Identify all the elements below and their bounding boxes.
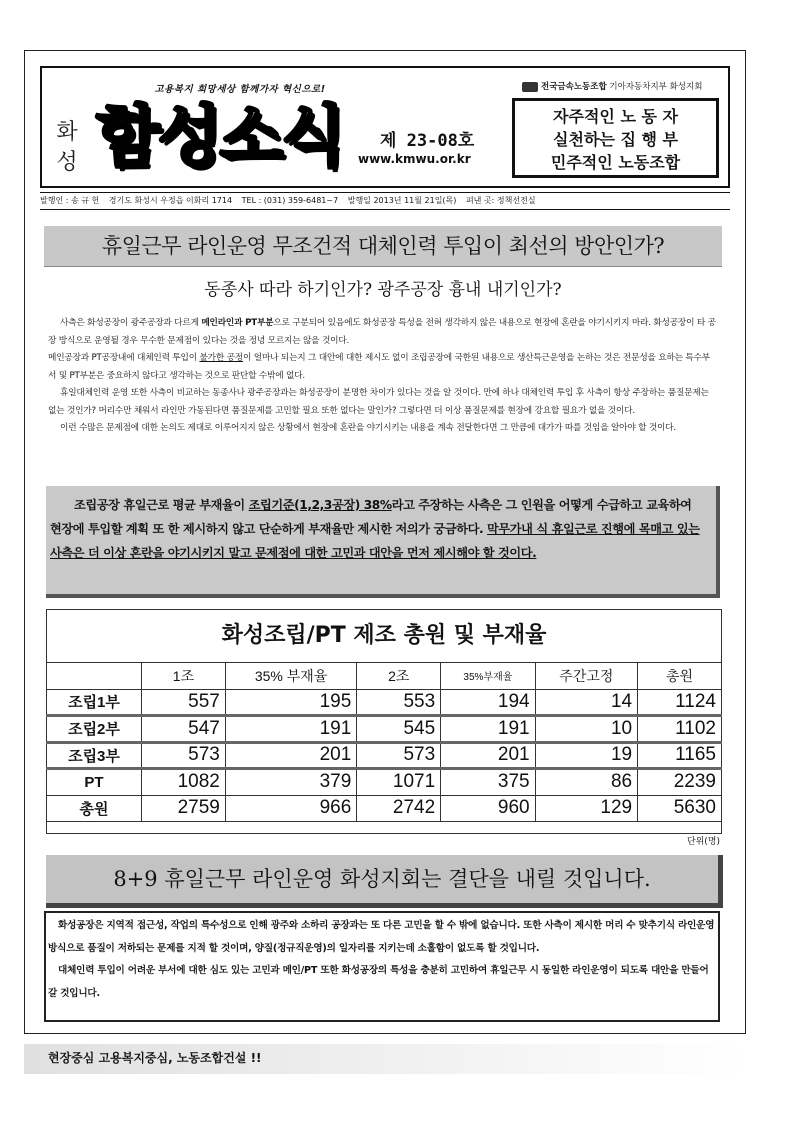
table-cell: 1071 [357, 769, 441, 796]
table-cell: 573 [357, 742, 441, 769]
telephone: TEL : (031) 359-6481~7 [241, 196, 339, 205]
masthead-side-label: 화성 [56, 120, 78, 175]
paragraph: 사측은 화성공장이 광주공장과 다르게 메인라인과 PT부분으로 구분되어 있음에도 화성공장 특성을 전혀 생각하지 않은 내용으로 현장에 혼란을 야기시키지 마라. 화성공장이 타 공장 방식으로 운영될 경우 무수한 문제점이 있다는 것을 정녕 모르지는 않을 것이다. [48, 318, 716, 346]
motto-line: 민주적인 노동조합 [550, 153, 681, 172]
column-header: 35% 부재율 [225, 663, 356, 690]
table-cell: 129 [535, 795, 637, 822]
table-cell: 191 [225, 716, 356, 743]
subheadline: 동종사 따라 하기인가? 광주공장 흉내 내기인가? [204, 280, 562, 300]
masthead-slogan: 고용복지 희망세상 함께가자 혁신으로! [154, 84, 326, 95]
table-cell: 201 [225, 742, 356, 769]
row-header: 조립2부 [47, 716, 142, 743]
publish-date: 발행일 2013년 11월 21일(목) [347, 196, 457, 205]
union-name-branch: 기아자동차지부 화성지회 [606, 82, 703, 92]
footer-slogan: 현장중심 고용복지중심, 노동조합건설 !! [48, 1051, 262, 1065]
table-cell: 191 [441, 716, 535, 743]
column-header: 35%부재율 [441, 663, 535, 690]
table-corner [47, 663, 142, 690]
row-header: PT [47, 769, 142, 796]
table-cell: 379 [225, 769, 356, 796]
table-cell: 1082 [142, 769, 226, 796]
column-header: 2조 [357, 663, 441, 690]
table-cell: 557 [142, 689, 226, 716]
table-cell: 375 [441, 769, 535, 796]
table-cell: 201 [441, 742, 535, 769]
table-row [47, 689, 722, 716]
union-name [522, 80, 722, 94]
emphasis: 불가한 공정 [199, 353, 243, 363]
table-unit-note: 단위(명) [686, 837, 720, 847]
column-header: 1조 [142, 663, 226, 690]
table-cell: 545 [357, 716, 441, 743]
staffing-table [46, 662, 722, 822]
table-cell: 5630 [638, 795, 722, 822]
table-cell: 10 [535, 716, 637, 743]
table-cell: 1165 [638, 742, 722, 769]
editor: 펴낸 곳: 정책선전실 [465, 196, 536, 205]
paragraph: 화성공장은 지역적 접근성, 작업의 특수성으로 인해 광주와 소하리 공장과는 또 다른 고민을 할 수 밖에 없습니다. 또한 사측이 제시한 머리 수 맞추기식 라인운영 방식으로 품질이 저하되는 문제를 지적 할 것이며, 양질(정규직운영)의 일자리를 지키는데 소홀함이 없도록 할 것입니다. [48, 920, 715, 954]
table-cell: 14 [535, 689, 637, 716]
column-header: 총원 [638, 663, 722, 690]
table-cell: 553 [357, 689, 441, 716]
emphasis: 메인라인과 PT부분 [201, 318, 274, 328]
paragraph: 휴일대체인력 운영 또한 사측이 비교하는 동종사나 광주공장과는 화성공장이 분명한 차이가 있다는 것을 알 것이다. 만에 하나 대체인력 투입 후 사측이 항상 주장하는 품질문제는 없는 것인가? 머리수만 채워서 라인만 가동된다면 품질문제를 고민할 필요 또한 없다는 말인가? 그렇다면 더 이상 품질문제를 현장에 강요할 필요가 없을 것이다. [48, 388, 709, 416]
emphasis: 막무가내 식 휴일근로 진행에 목매고 있는 사측은 더 이상 혼란을 야기시키지 말고 문제점에 대한 고민과 대안을 먼저 제시해야 할 것이다. [50, 522, 700, 560]
paragraph: 이런 수많은 문제점에 대한 논의도 제대로 이루어지지 않은 상황에서 현장에 혼란을 야기시키는 내용을 계속 전달한다면 그 만큼에 대가가 따를 것임을 알아야 할 것이다. [60, 423, 676, 433]
table-row [47, 769, 722, 796]
union-logo-icon [522, 82, 538, 92]
table-cell: 1124 [638, 689, 722, 716]
divider [40, 209, 730, 210]
table-cell: 194 [441, 689, 535, 716]
publisher: 발행인 : 송 규 헌 [40, 196, 100, 205]
table-row [47, 742, 722, 769]
row-header: 조립1부 [47, 689, 142, 716]
main-headline: 휴일근무 라인운영 무조건적 대체인력 투입이 최선의 방안인가? [101, 234, 665, 258]
closing-text [48, 915, 716, 1005]
publication-info-bar [40, 194, 730, 208]
newsletter-title: 함성소식 [96, 97, 344, 175]
table-cell: 2239 [638, 769, 722, 796]
table-cell: 86 [535, 769, 637, 796]
table-cell: 1102 [638, 716, 722, 743]
divider [40, 192, 730, 193]
paragraph: 메인공장과 PT공장내에 대체인력 투입이 불가한 공정이 얼마나 되는지 그 대안에 대한 제시도 없이 조립공장에 국한된 내용으로 생산특근운영을 논하는 것은 전문성을 요하는 특수부서 및 PT부분은 중요하지 않다고 생각하는 것으로 판단할 수밖에 없다. [48, 353, 710, 381]
union-name-main: 전국금속노동조합 [541, 82, 607, 92]
website-link[interactable]: www.kmwu.or.kr [358, 152, 471, 166]
table-cell: 19 [535, 742, 637, 769]
issue-number: 제 23-08호 [380, 131, 475, 151]
callout-text: 조립공장 휴일근로 평균 부재율이 조립기준(1,2,3공장) 38%라고 주장하는 사측은 그 인원을 어떻게 수급하고 교육하여 현장에 투입할 계획 또 한 제시하지 않고 단순하게 부재율만 제시한 저의가 궁금하다. 막무가내 식 휴일근로 진행에 목매고 있는 사측은 더 이상 혼란을 야기시키지 말고 문제점에 대한 고민과 대안을 먼저 제시해야 할 것이다. [50, 498, 700, 560]
address: 경기도 화성시 우정읍 이화리 1714 [108, 196, 233, 205]
table-cell: 195 [225, 689, 356, 716]
table-cell: 547 [142, 716, 226, 743]
table-header-row [47, 663, 722, 690]
table-row [47, 716, 722, 743]
row-header: 총원 [47, 795, 142, 822]
emphasis: 조립기준(1,2,3공장) 38% [248, 498, 392, 512]
table-title: 화성조립/PT 제조 총원 및 부재율 [221, 623, 547, 648]
column-header: 주간고정 [535, 663, 637, 690]
motto-line: 자주적인 노 동 자 [553, 107, 678, 126]
table-cell: 966 [225, 795, 356, 822]
table-cell: 2759 [142, 795, 226, 822]
table-cell: 2742 [357, 795, 441, 822]
table-cell: 960 [441, 795, 535, 822]
secondary-headline: 8+9 휴일근무 라인운영 화성지회는 결단을 내릴 것입니다. [113, 867, 651, 891]
table-cell: 573 [142, 742, 226, 769]
table-row [47, 795, 722, 822]
motto-line: 실천하는 집 행 부 [553, 130, 678, 149]
article-body [48, 315, 718, 438]
paragraph: 대체인력 투입이 어려운 부서에 대한 심도 있는 고민과 메인/PT 또한 화성공장의 특성을 충분히 고민하여 휴일근무 시 동일한 라인운영이 되도록 대안을 만들어 갈 것입니다. [48, 965, 709, 999]
motto-box [512, 98, 719, 178]
row-header: 조립3부 [47, 742, 142, 769]
